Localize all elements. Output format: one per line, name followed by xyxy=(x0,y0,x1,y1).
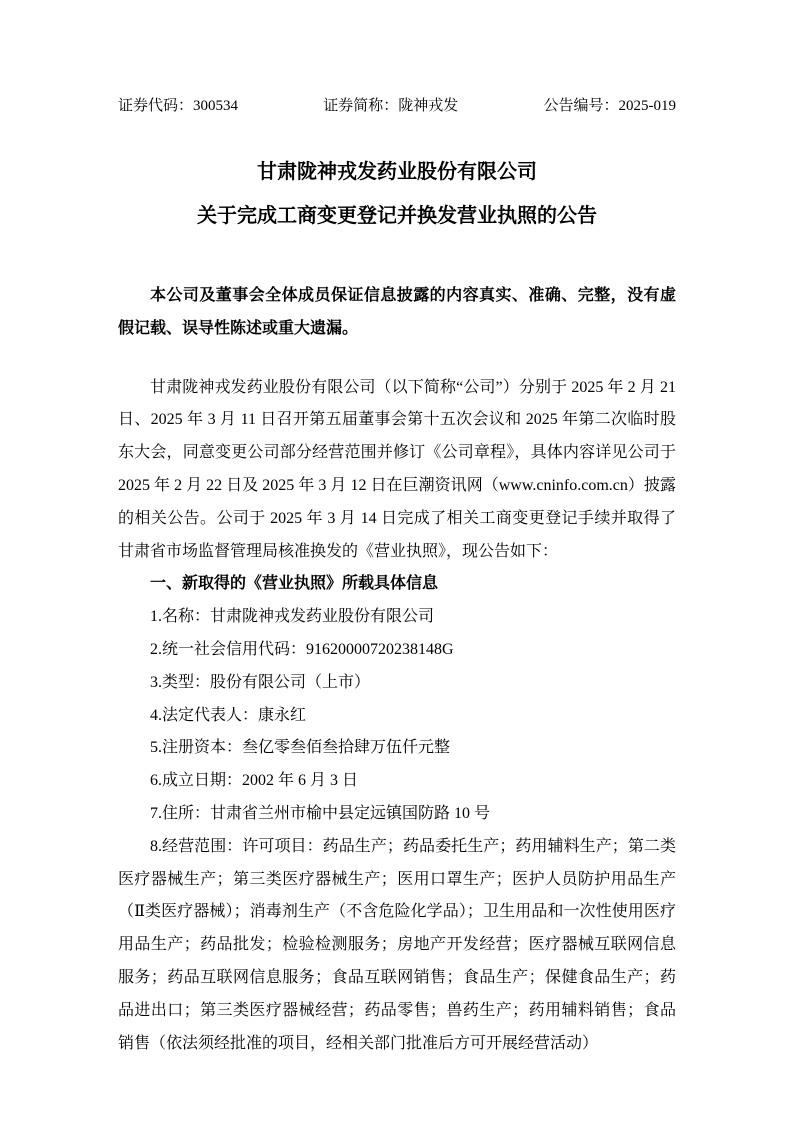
list-item-registered-capital: 5.注册资本：叁亿零叁佰叁拾肆万伍仟元整 xyxy=(150,739,451,757)
stock-abbr: 证券简称：陇神戎发 xyxy=(323,98,459,114)
list-item-establishment-date: 6.成立日期：2002 年 6 月 3 日 xyxy=(150,772,359,790)
section1-heading: 一、新取得的《营业执照》所载具体信息 xyxy=(150,575,439,593)
doc-header xyxy=(118,96,676,116)
list-item-business-scope: 8.经营范围：许可项目：药品生产；药品委托生产；药用辅料生产；第二类医疗器械生产；第三类医疗器械生产；医用口罩生产；医护人员防护用品生产（Ⅱ类医疗器械）；消毒剂生产（不含危险化学品）；卫生用品和一次性使用医疗用品生产；药品批发；检验检测服务；房地产开发经营；医疗器械互联网信息服务；药品互联网信息服务；食品互联网销售；食品生产；保健食品生产；药品进出口；第三类医疗器械经营；药品零售；兽药生产；药用辅料销售；食品销售（依法须经批准的项目，经相关部门批准后方可开展经营活动） xyxy=(118,837,676,1052)
stock-code: 证券代码：300534 xyxy=(118,98,239,114)
company-name-title: 甘肃陇神戎发药业股份有限公司 xyxy=(257,161,537,183)
announcement-number: 公告编号：2025-019 xyxy=(543,98,676,114)
announcement-subject-title: 关于完成工商变更登记并换发营业执照的公告 xyxy=(197,205,597,227)
list-item-type: 3.类型：股份有限公司（上市） xyxy=(150,673,371,691)
list-item-credit-code: 2.统一社会信用代码：91620000720238148G xyxy=(150,640,454,658)
list-item-legal-representative: 4.法定代表人：康永红 xyxy=(150,706,307,724)
list-item-name: 1.名称：甘肃陇神戎发药业股份有限公司 xyxy=(150,608,435,626)
intro-paragraph: 甘肃陇神戎发药业股份有限公司（以下简称“公司”）分别于 2025 年 2 月 21 日、2025 年 3 月 11 日召开第五届董事会第十五次会议和 2025 年第二次临时股东大会，同意变更公司部分经营范围并修订《公司章程》，具体内容详见公司于 2025 年 2 月 22 日及 2025 年 3 月 12 日在巨潮资讯网（www.cninfo.com.cn）披露的相关公告。公司于 2025 年 3 月 14 日完成了相关工商变更登记手续并取得了甘肃省市场监督管理局核准换发的《营业执照》，现公告如下： xyxy=(118,378,676,560)
disclaimer-paragraph: 本公司及董事会全体成员保证信息披露的内容真实、准确、完整，没有虚假记载、误导性陈述或重大遗漏。 xyxy=(118,287,676,337)
list-item-address: 7.住所：甘肃省兰州市榆中县定远镇国防路 10 号 xyxy=(150,804,491,822)
doc-title xyxy=(118,150,676,238)
